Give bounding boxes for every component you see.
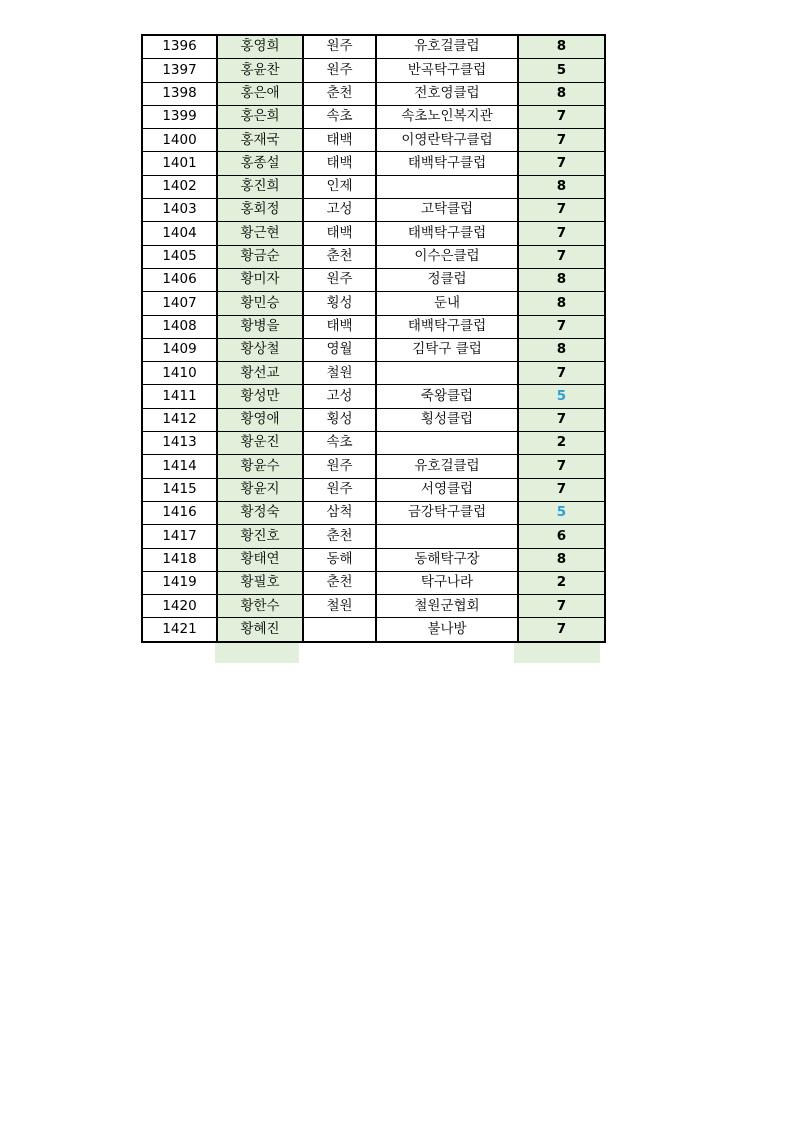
cell-name: 황병을	[217, 315, 303, 338]
cell-name: 황정숙	[217, 501, 303, 524]
cell-grade: 7	[518, 129, 605, 152]
cell-grade: 7	[518, 478, 605, 501]
cell-grade: 2	[518, 571, 605, 594]
table-row	[142, 408, 605, 431]
grade-column-fill-tail	[514, 643, 600, 663]
cell-grade: 2	[518, 432, 605, 455]
cell-club: 김탁구 클럽	[376, 338, 518, 361]
cell-region: 원주	[303, 35, 376, 59]
cell-club: 불나방	[376, 618, 518, 642]
cell-region: 영월	[303, 338, 376, 361]
cell-grade: 7	[518, 362, 605, 385]
cell-region	[303, 618, 376, 642]
cell-number: 1397	[142, 59, 217, 82]
cell-number: 1411	[142, 385, 217, 408]
cell-name: 홍은애	[217, 82, 303, 105]
cell-club: 죽왕클럽	[376, 385, 518, 408]
cell-grade: 7	[518, 245, 605, 268]
cell-region: 태백	[303, 222, 376, 245]
cell-number: 1398	[142, 82, 217, 105]
cell-number: 1414	[142, 455, 217, 478]
cell-club: 전호영클럽	[376, 82, 518, 105]
cell-grade: 8	[518, 548, 605, 571]
cell-grade: 6	[518, 525, 605, 548]
cell-name: 황태연	[217, 548, 303, 571]
cell-club: 탁구나라	[376, 571, 518, 594]
cell-grade: 7	[518, 222, 605, 245]
cell-club: 태백탁구클럽	[376, 152, 518, 175]
cell-region: 원주	[303, 59, 376, 82]
cell-club: 속초노인복지관	[376, 105, 518, 128]
table-row	[142, 245, 605, 268]
cell-region: 원주	[303, 268, 376, 291]
cell-club: 둔내	[376, 292, 518, 315]
table-row	[142, 222, 605, 245]
cell-name: 황상철	[217, 338, 303, 361]
table-row	[142, 268, 605, 291]
cell-name: 황진호	[217, 525, 303, 548]
cell-region: 춘천	[303, 525, 376, 548]
cell-grade: 5	[518, 59, 605, 82]
cell-region: 철원	[303, 595, 376, 618]
table-body	[142, 35, 605, 642]
cell-number: 1410	[142, 362, 217, 385]
cell-grade: 7	[518, 618, 605, 642]
cell-grade: 7	[518, 152, 605, 175]
table-row	[142, 432, 605, 455]
cell-number: 1420	[142, 595, 217, 618]
cell-name: 황윤수	[217, 455, 303, 478]
cell-region: 춘천	[303, 82, 376, 105]
name-column-fill-tail	[215, 643, 299, 663]
cell-name: 황한수	[217, 595, 303, 618]
cell-number: 1416	[142, 501, 217, 524]
cell-region: 속초	[303, 105, 376, 128]
cell-number: 1400	[142, 129, 217, 152]
cell-club: 태백탁구클럽	[376, 222, 518, 245]
cell-region: 고성	[303, 199, 376, 222]
cell-club: 태백탁구클럽	[376, 315, 518, 338]
cell-name: 황필호	[217, 571, 303, 594]
cell-club	[376, 362, 518, 385]
cell-region: 인제	[303, 175, 376, 198]
cell-club: 유호걸클럽	[376, 455, 518, 478]
cell-name: 황운진	[217, 432, 303, 455]
cell-club: 서영클럽	[376, 478, 518, 501]
cell-club: 정클럽	[376, 268, 518, 291]
cell-name: 황혜진	[217, 618, 303, 642]
table-row	[142, 478, 605, 501]
cell-club: 반곡탁구클럽	[376, 59, 518, 82]
cell-name: 황근현	[217, 222, 303, 245]
cell-number: 1407	[142, 292, 217, 315]
cell-number: 1404	[142, 222, 217, 245]
cell-grade: 8	[518, 35, 605, 59]
table-row	[142, 105, 605, 128]
table-row	[142, 338, 605, 361]
table-row	[142, 315, 605, 338]
cell-number: 1399	[142, 105, 217, 128]
cell-number: 1413	[142, 432, 217, 455]
cell-club	[376, 175, 518, 198]
cell-name: 황미자	[217, 268, 303, 291]
cell-number: 1421	[142, 618, 217, 642]
table-row	[142, 362, 605, 385]
table-row	[142, 292, 605, 315]
cell-region: 동해	[303, 548, 376, 571]
cell-name: 홍종설	[217, 152, 303, 175]
cell-name: 홍윤찬	[217, 59, 303, 82]
cell-name: 홍진희	[217, 175, 303, 198]
cell-grade: 7	[518, 408, 605, 431]
cell-number: 1409	[142, 338, 217, 361]
cell-club: 금강탁구클럽	[376, 501, 518, 524]
cell-grade: 5	[518, 385, 605, 408]
cell-club: 이수은클럽	[376, 245, 518, 268]
cell-grade: 7	[518, 595, 605, 618]
cell-number: 1405	[142, 245, 217, 268]
cell-name: 황선교	[217, 362, 303, 385]
cell-region: 원주	[303, 478, 376, 501]
table-row	[142, 455, 605, 478]
cell-grade: 8	[518, 268, 605, 291]
cell-club: 유호걸클럽	[376, 35, 518, 59]
cell-grade: 7	[518, 199, 605, 222]
table-row	[142, 618, 605, 642]
cell-grade: 8	[518, 82, 605, 105]
table-row	[142, 35, 605, 59]
member-grade-table	[141, 34, 606, 643]
cell-club: 이영란탁구클럽	[376, 129, 518, 152]
cell-number: 1417	[142, 525, 217, 548]
cell-number: 1415	[142, 478, 217, 501]
cell-name: 황금순	[217, 245, 303, 268]
cell-club: 철원군협회	[376, 595, 518, 618]
cell-number: 1402	[142, 175, 217, 198]
cell-grade: 7	[518, 455, 605, 478]
cell-number: 1396	[142, 35, 217, 59]
cell-grade: 8	[518, 292, 605, 315]
cell-region: 춘천	[303, 245, 376, 268]
cell-number: 1418	[142, 548, 217, 571]
table-row	[142, 501, 605, 524]
cell-region: 고성	[303, 385, 376, 408]
table-row	[142, 129, 605, 152]
cell-club: 동해탁구장	[376, 548, 518, 571]
cell-region: 속초	[303, 432, 376, 455]
cell-region: 횡성	[303, 408, 376, 431]
cell-club: 고탁클럽	[376, 199, 518, 222]
cell-name: 황성만	[217, 385, 303, 408]
cell-number: 1408	[142, 315, 217, 338]
cell-grade: 5	[518, 501, 605, 524]
cell-name: 홍은희	[217, 105, 303, 128]
table-row	[142, 152, 605, 175]
table-row	[142, 571, 605, 594]
cell-number: 1401	[142, 152, 217, 175]
cell-number: 1412	[142, 408, 217, 431]
cell-region: 태백	[303, 129, 376, 152]
cell-club: 횡성클럽	[376, 408, 518, 431]
table-row	[142, 59, 605, 82]
cell-grade: 7	[518, 105, 605, 128]
cell-grade: 8	[518, 338, 605, 361]
table-row	[142, 175, 605, 198]
cell-name: 황윤지	[217, 478, 303, 501]
cell-region: 삼척	[303, 501, 376, 524]
cell-name: 황영애	[217, 408, 303, 431]
table-row	[142, 595, 605, 618]
cell-name: 홍회정	[217, 199, 303, 222]
cell-number: 1406	[142, 268, 217, 291]
table-row	[142, 548, 605, 571]
cell-name: 홍영희	[217, 35, 303, 59]
cell-grade: 7	[518, 315, 605, 338]
cell-region: 원주	[303, 455, 376, 478]
table-row	[142, 385, 605, 408]
cell-region: 횡성	[303, 292, 376, 315]
cell-number: 1403	[142, 199, 217, 222]
cell-region: 태백	[303, 315, 376, 338]
cell-name: 황민승	[217, 292, 303, 315]
table-row	[142, 199, 605, 222]
cell-grade: 8	[518, 175, 605, 198]
cell-region: 철원	[303, 362, 376, 385]
table-row	[142, 525, 605, 548]
cell-region: 춘천	[303, 571, 376, 594]
cell-region: 태백	[303, 152, 376, 175]
cell-number: 1419	[142, 571, 217, 594]
table-row	[142, 82, 605, 105]
cell-club	[376, 525, 518, 548]
cell-club	[376, 432, 518, 455]
cell-name: 홍재국	[217, 129, 303, 152]
